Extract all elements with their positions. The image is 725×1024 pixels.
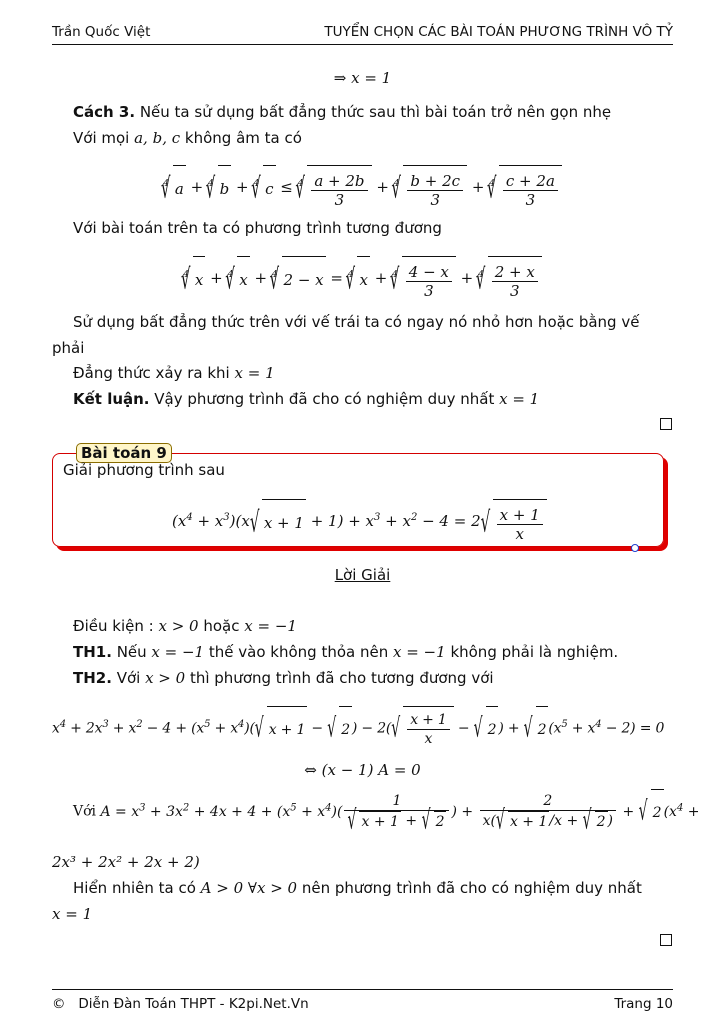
obvious-line: Hiển nhiên ta có A > 0 ∀x > 0 nên phương trình đã cho có nghiệm duy nhất	[73, 879, 642, 897]
equality-line: Đẳng thức xảy ra khi x = 1	[73, 364, 275, 382]
copyright-icon: ©	[52, 996, 66, 1012]
equivalent-equation: $^4$√ x + $^4$√ x + $^4$√ 2 − x = $^4$√ x + $^4$ √ $\frac{4 - x}{3}$ + $^4$ √ $\frac{2 + x}{3}$	[52, 253, 673, 302]
condition-line: Điều kiện : x > 0 hoặc x = −1	[73, 617, 297, 635]
transformed-equation: $x^4 + 2x^3 + x^2 - 4 + (x^5 + x^4)(√$ x + 1 − √ 2 ) − 2( √ $\frac{x + 1}{x}$ − √ 2 ) + √ 2 $(x^5 + x^4 - 2) = 0$	[52, 703, 673, 752]
method3-label: Cách 3.	[73, 103, 136, 121]
problem-statement: Giải phương trình sau	[63, 461, 225, 479]
factored-equation: ⇔ (x − 1) A = 0	[304, 761, 421, 779]
footer-rule	[52, 989, 673, 990]
apply-line-1: Sử dụng bất đẳng thức trên với vế trái ta có ngay nó nhỏ hơn hoặc bằng vế	[73, 313, 640, 331]
qed-square	[660, 418, 672, 430]
method3-intro: Nếu ta sử dụng bất đẳng thức sau thì bài toán trở nên gọn nhẹ	[135, 103, 612, 121]
apply-line-2: phải	[52, 339, 85, 357]
header-book-title: TUYỂN CHỌN CÁC BÀI TOÁN PHƯƠNG TRÌNH VÔ TỶ	[324, 24, 673, 40]
case1-line: TH1. Nếu x = −1 thế vào không thỏa nên x = −1 không phải là nghiệm.	[73, 643, 619, 661]
method3-for-all: Với mọi a, b, c không âm ta có	[73, 129, 302, 147]
final-answer: x = 1	[52, 905, 93, 923]
conclusion-line: Kết luận. Vậy phương trình đã cho có nghiệm duy nhất x = 1	[73, 390, 540, 408]
case2-line: TH2. Với x > 0 thì phương trình đã cho tương đương với	[73, 669, 494, 687]
method3-line	[73, 102, 611, 122]
inequality-formula: $^4$√ a + $^4$√ b + $^4$√ c ≤ $^4$ √ $\frac{a + 2b}{3}$ + $^4$ √ $\frac{b + 2c}{3}$ + $^4$ √ $\frac{c + 2a}{3}$	[52, 162, 673, 211]
footer-forum: Diễn Đàn Toán THPT - K2pi.Net.Vn	[78, 996, 309, 1012]
footer-left	[52, 996, 309, 1012]
a-definition-tail: 2x³ + 2x² + 2x + 2)	[52, 853, 200, 871]
header-rule	[52, 44, 673, 45]
a-definition: Với $A = x^3 + 3x^2 + 4x + 4 + (x^5 + x^4)$( 1 √ x + 1 + √ 2 ) + $\frac{2}{x(√ x + 1 /x + √ 2 )}$ + √ 2 ($x^4$ +	[73, 786, 700, 835]
solution-heading: Lời Giải	[334, 566, 391, 584]
implies-x-eq-1: ⇒ x = 1	[333, 69, 392, 87]
box-anchor-dot	[631, 544, 639, 552]
footer-page-number: Trang 10	[614, 996, 673, 1012]
header-author: Trần Quốc Việt	[52, 24, 151, 40]
problem-equation: $(x^4 + x^3)(x√$ $x + 1 + 1) + x^3 + x^2 - 4 = 2$ √ $\frac{x + 1}{x}$	[172, 496, 547, 545]
with-problem-line: Với bài toán trên ta có phương trình tương đương	[73, 219, 442, 237]
qed-square-final	[660, 934, 672, 946]
problem-title: Bài toán 9	[76, 443, 172, 463]
